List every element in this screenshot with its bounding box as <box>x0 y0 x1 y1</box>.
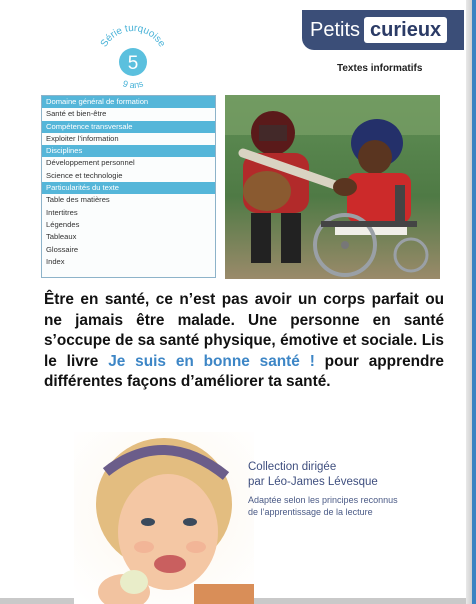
series-badge <box>88 14 178 94</box>
panel-item: Légendes <box>46 219 80 229</box>
body-text-after: pour apprendre différentes façons d’améliorer ta santé. <box>44 352 444 390</box>
body-paragraph <box>44 290 444 393</box>
photo-girl-eating <box>74 432 254 604</box>
panel-item: Tableaux <box>46 232 77 242</box>
right-edge-band <box>466 0 476 604</box>
svg-text:9 ans <box>122 78 145 90</box>
panel-item: Index <box>46 256 65 266</box>
body-text-before: Être en santé, ce n’est pas avoir un corps parfait ou ne jamais être malade. Une personne en santé s’occupe de sa santé physique, émotive et sociale. Lis le livre <box>44 291 444 370</box>
series-label: Série turquoise <box>98 22 168 50</box>
book-title: Je suis en bonne santé ! <box>108 352 315 370</box>
panel-section-heading: Particularités du texte <box>42 182 215 194</box>
series-age: 9 ans <box>121 78 145 91</box>
adaptation-line1: Adaptée selon les principes reconnus <box>248 495 398 505</box>
panel-section-heading: Compétence transversale <box>42 121 215 133</box>
series-number: 5 <box>127 53 139 74</box>
panel-item: Table des matières <box>46 195 110 205</box>
collection-logo <box>302 10 464 50</box>
collection-credits <box>248 460 448 518</box>
panel-item: Santé et bien-être <box>46 109 107 119</box>
info-panel <box>41 95 216 278</box>
panel-item: Intertitres <box>46 207 78 217</box>
logo-part1: Petits <box>310 18 361 41</box>
panel-section-heading: Domaine général de formation <box>42 96 215 108</box>
collection-line2: par Léo-James Lévesque <box>248 476 378 488</box>
adaptation-line2: de l’apprentissage de la lecture <box>248 507 373 517</box>
logo-part2: curieux <box>364 17 447 43</box>
collection-line1: Collection dirigée <box>248 461 337 473</box>
panel-item: Exploiter l’information <box>46 133 119 143</box>
panel-item: Glossaire <box>46 244 79 254</box>
panel-section-heading: Disciplines <box>42 145 215 157</box>
svg-text:Série turquoise <box>99 23 168 50</box>
panel-item: Science et technologie <box>46 170 123 180</box>
panel-item: Développement personnel <box>46 158 135 168</box>
section-label: Textes informatifs <box>337 63 423 74</box>
adaptation-note <box>248 494 448 518</box>
photo-wheelchair-baseball <box>225 95 440 279</box>
